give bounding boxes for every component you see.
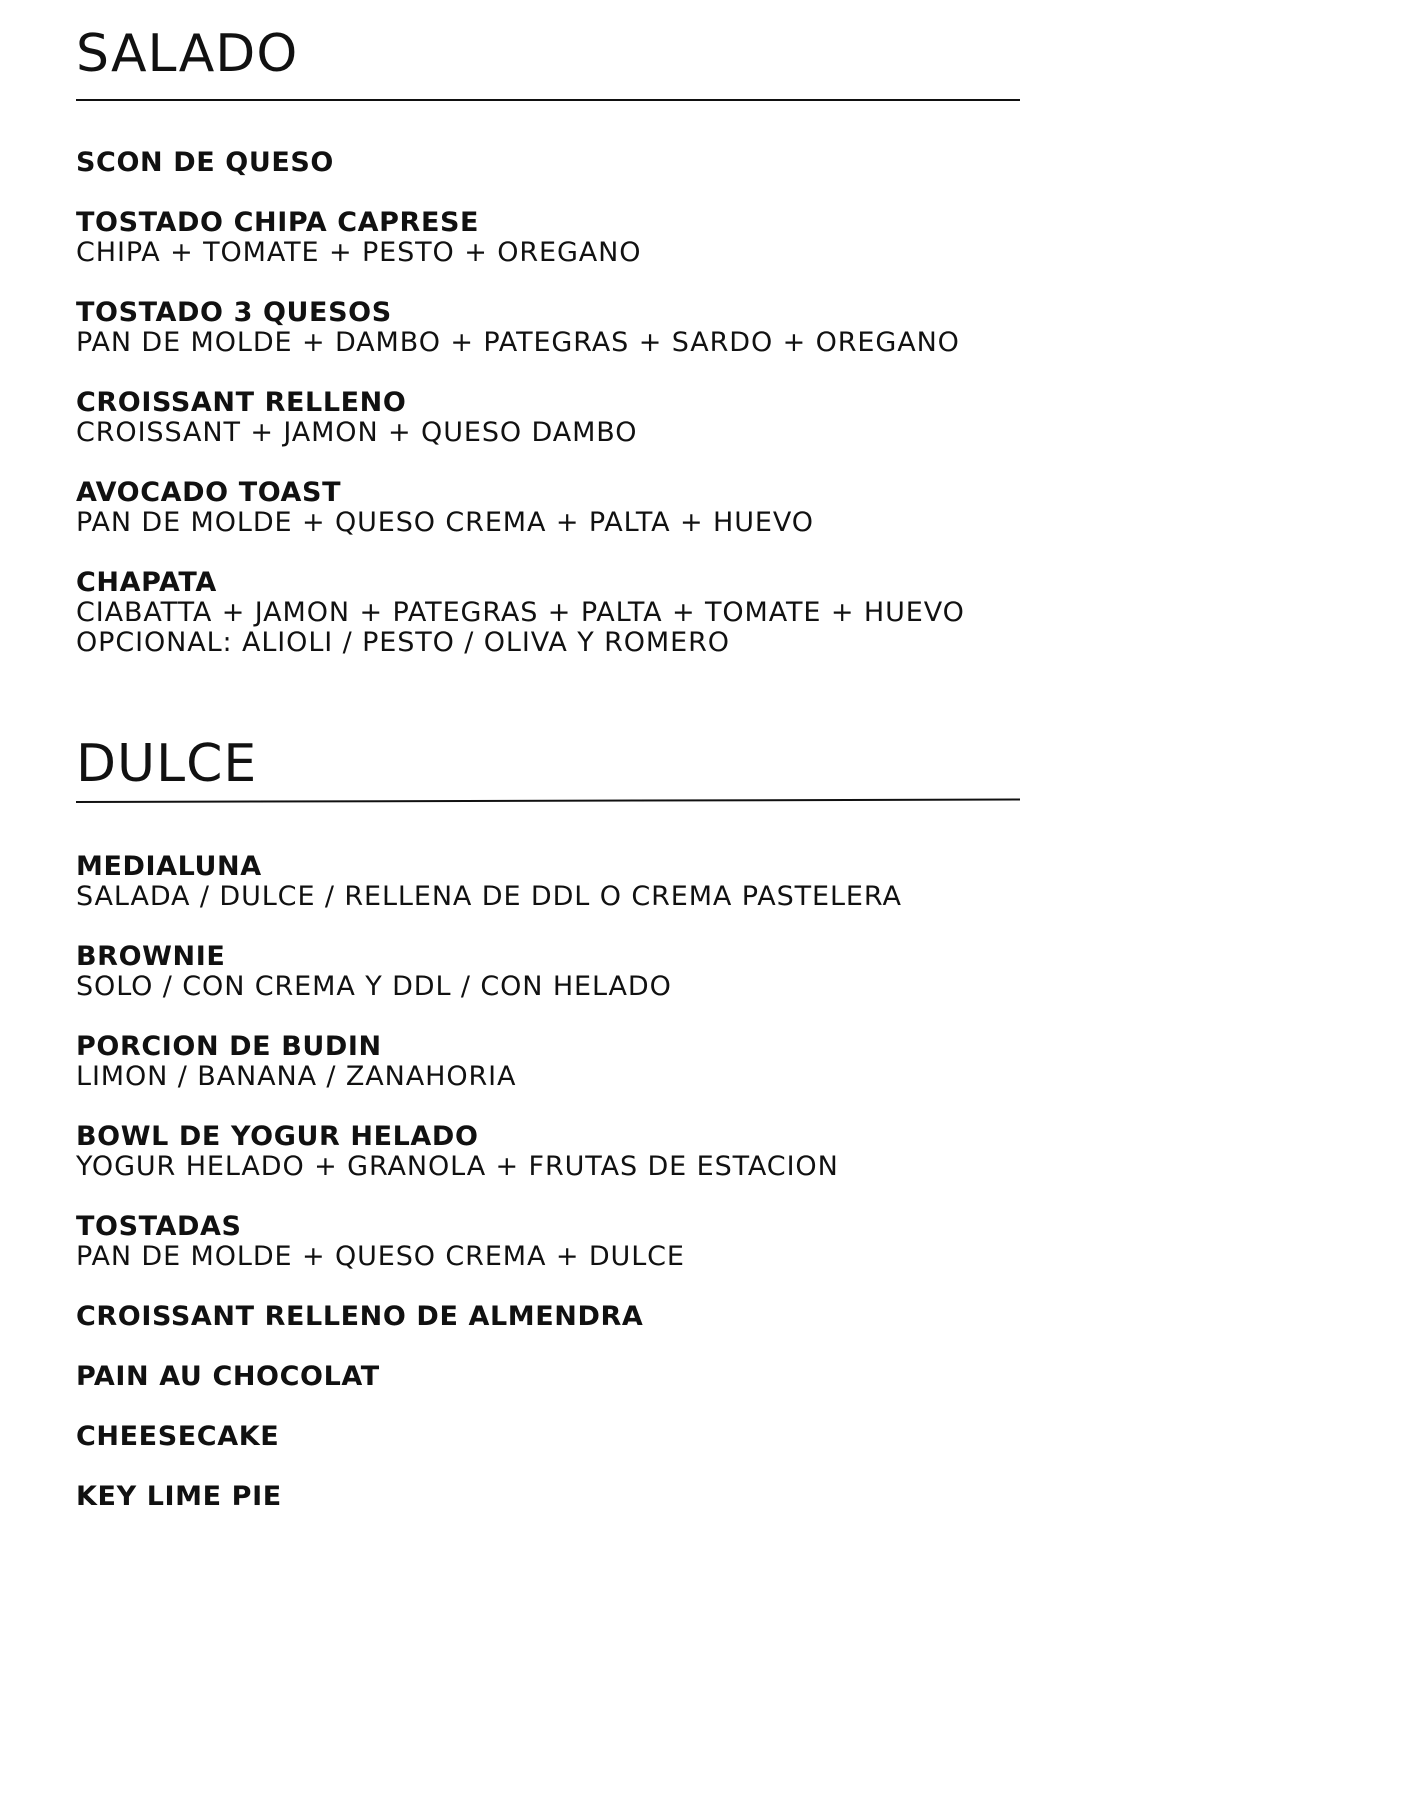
menu-item: [76, 388, 1076, 448]
item-name: TOSTADAS: [76, 1211, 242, 1242]
item-name: KEY LIME PIE: [76, 1481, 282, 1512]
section-divider: [76, 99, 1020, 101]
section-title: DULCE: [76, 734, 258, 794]
menu-item: [76, 478, 1076, 538]
menu-item: [76, 1482, 1076, 1512]
item-description: SOLO / CON CREMA Y DDL / CON HELADO: [76, 971, 672, 1002]
item-description: PAN DE MOLDE + DAMBO + PATEGRAS + SARDO + OREGANO: [76, 327, 960, 358]
item-name: BROWNIE: [76, 941, 226, 972]
menu-item: [76, 1032, 1076, 1092]
item-name: AVOCADO TOAST: [76, 477, 342, 508]
menu-item: [76, 852, 1076, 912]
item-name: SCON DE QUESO: [76, 147, 334, 178]
item-name: MEDIALUNA: [76, 851, 262, 882]
item-name: PAIN AU CHOCOLAT: [76, 1361, 380, 1392]
item-description: CROISSANT + JAMON + QUESO DAMBO: [76, 417, 638, 448]
item-name: BOWL DE YOGUR HELADO: [76, 1121, 479, 1152]
item-description: OPCIONAL: ALIOLI / PESTO / OLIVA Y ROMERO: [76, 627, 730, 658]
menu-item: [76, 298, 1076, 358]
item-description: LIMON / BANANA / ZANAHORIA: [76, 1061, 517, 1092]
item-name: PORCION DE BUDIN: [76, 1031, 382, 1062]
section-dulce: [76, 734, 1020, 794]
item-name: CROISSANT RELLENO: [76, 387, 407, 418]
menu-item: [76, 568, 1076, 658]
item-description: CHIPA + TOMATE + PESTO + OREGANO: [76, 237, 642, 268]
item-name: CHEESECAKE: [76, 1421, 280, 1452]
item-name: CROISSANT RELLENO DE ALMENDRA: [76, 1301, 644, 1332]
item-description: PAN DE MOLDE + QUESO CREMA + DULCE: [76, 1241, 685, 1272]
item-name: TOSTADO CHIPA CAPRESE: [76, 207, 480, 238]
section-title: SALADO: [76, 24, 299, 84]
section-salado: [76, 24, 1020, 84]
item-description: CIABATTA + JAMON + PATEGRAS + PALTA + TOMATE + HUEVO: [76, 597, 965, 628]
menu-item: [76, 208, 1076, 268]
section-divider: [76, 799, 1020, 803]
item-description: PAN DE MOLDE + QUESO CREMA + PALTA + HUEVO: [76, 507, 814, 538]
menu-item: [76, 1212, 1076, 1272]
item-name: TOSTADO 3 QUESOS: [76, 297, 392, 328]
item-description: YOGUR HELADO + GRANOLA + FRUTAS DE ESTACION: [76, 1151, 839, 1182]
menu-item: [76, 1422, 1076, 1452]
menu-item: [76, 1122, 1076, 1182]
menu-item: [76, 1302, 1076, 1332]
item-name: CHAPATA: [76, 567, 217, 598]
menu-item: [76, 148, 1076, 178]
menu-item: [76, 942, 1076, 1002]
item-description: SALADA / DULCE / RELLENA DE DDL O CREMA PASTELERA: [76, 881, 902, 912]
menu-item: [76, 1362, 1076, 1392]
